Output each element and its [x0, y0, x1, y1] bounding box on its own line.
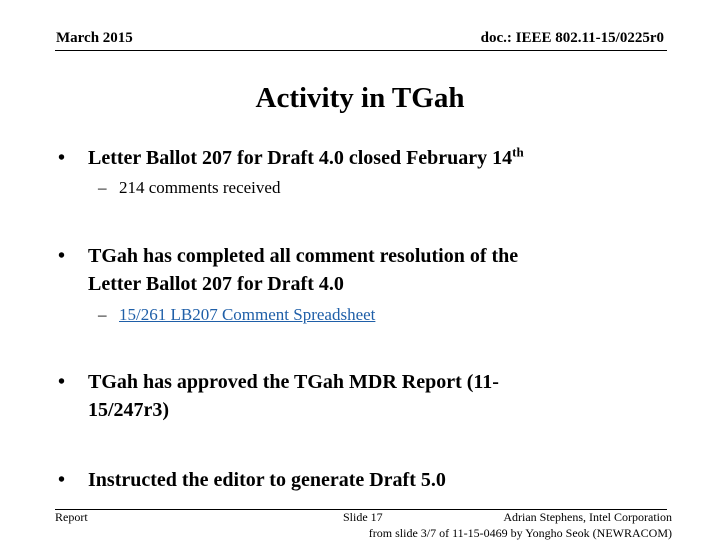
- footer-author: Adrian Stephens, Intel Corporation: [503, 510, 672, 524]
- sub-dash: –: [98, 178, 107, 197]
- footer-report-label: Report: [55, 510, 88, 524]
- bullet-1: [58, 144, 524, 172]
- bullet-1-text: [88, 144, 524, 172]
- comment-spreadsheet-link[interactable]: 15/261 LB207 Comment Spreadsheet: [119, 305, 376, 324]
- bullet-3-line-1: TGah has approved the TGah MDR Report (11-: [88, 371, 499, 393]
- bullet-3-line-2: 15/247r3): [88, 399, 170, 421]
- slide-title: Activity in TGah: [255, 82, 465, 114]
- bullet-3: [58, 368, 499, 424]
- footer-source: from slide 3/7 of 11-15-0469 by Yongho Seok (NEWRACOM): [368, 526, 672, 540]
- header-divider: [55, 50, 667, 51]
- bullet-1-sub: [98, 177, 280, 199]
- bullet-1-superscript: th: [512, 144, 524, 160]
- footer-slide-number: Slide 17: [343, 510, 383, 524]
- bullet-2-sub: [98, 304, 375, 326]
- bullet-2-line-1: TGah has completed all comment resolution of the: [88, 245, 519, 267]
- sub-dash: –: [98, 305, 107, 324]
- bullet-dot: •: [58, 245, 66, 267]
- bullet-2-line-2: Letter Ballot 207 for Draft 4.0: [88, 273, 344, 295]
- header-doc-id: doc.: IEEE 802.11-15/0225r0: [480, 30, 664, 46]
- bullet-dot: •: [58, 147, 66, 169]
- bullet-1-sub-text: 214 comments received: [119, 178, 281, 197]
- bullet-4-line-1: Instructed the editor to generate Draft 5.0: [88, 469, 446, 491]
- bullet-dot: •: [58, 371, 66, 393]
- bullet-4: [58, 466, 446, 494]
- bullet-1-line-1: Letter Ballot 207 for Draft 4.0 closed February 14: [88, 147, 513, 169]
- bullet-dot: •: [58, 469, 66, 491]
- header-date: March 2015: [56, 30, 133, 46]
- bullet-2: [58, 242, 518, 298]
